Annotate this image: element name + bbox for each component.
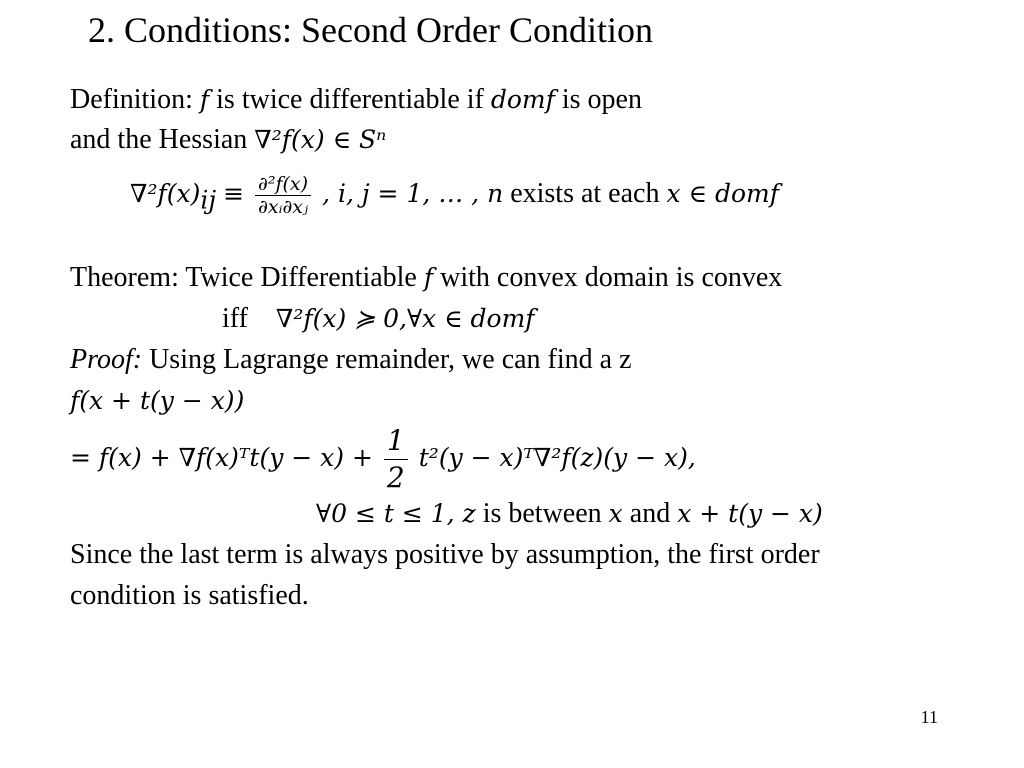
- half-numerator: 1: [384, 423, 408, 460]
- hessian-formula: [130, 164, 779, 231]
- theorem-iff: iff: [222, 303, 248, 334]
- definition-text-1: is twice differentiable if: [216, 84, 484, 115]
- proof-line-2: [70, 383, 244, 419]
- definition-f: f: [199, 85, 210, 114]
- formula-equiv: ≡: [223, 179, 245, 208]
- and-text: and: [629, 498, 671, 529]
- theorem-text-1: Twice Differentiable: [185, 262, 417, 293]
- proof-line-4: [316, 496, 823, 532]
- definition-line-1: [70, 82, 642, 118]
- between-text: is between: [482, 498, 602, 529]
- taylor-expansion-b: t²(y − x)ᵀ∇²f(z)(y − x),: [418, 443, 696, 472]
- theorem-f: f: [423, 263, 434, 292]
- theorem-condition: ∇²f(x) ≽ 0,∀x ∈ domf: [275, 304, 535, 333]
- definition-domf: domf: [490, 85, 555, 114]
- fraction-denominator: ∂xᵢ∂xⱼ: [258, 196, 309, 219]
- between-expression: x + t(y − x): [677, 499, 823, 528]
- theorem-label: Theorem:: [70, 262, 179, 293]
- formula-tail: x ∈ domf: [666, 179, 779, 208]
- theorem-text-2: with convex domain is convex: [440, 262, 783, 293]
- hessian-expression: ∇²f(x) ∈ Sⁿ: [254, 125, 387, 154]
- half-fraction: [384, 423, 408, 496]
- proof-label: Proof:: [70, 344, 143, 375]
- definition-text-2: is open: [561, 84, 642, 115]
- formula-range: , i, j = 1, … , n: [322, 179, 504, 208]
- proof-expression-1: f(x + t(y − x)): [70, 386, 245, 415]
- range-condition: ∀0 ≤ t ≤ 1, z: [316, 499, 476, 528]
- half-denominator: 2: [386, 461, 405, 495]
- proof-line-3: [70, 420, 696, 496]
- definition-text-3: and the Hessian: [70, 124, 248, 155]
- proof-line-1: [70, 342, 632, 378]
- partial-fraction: [255, 173, 311, 218]
- taylor-expansion-a: = f(x) + ∇f(x)ᵀt(y − x) +: [70, 443, 373, 472]
- between-x: x: [608, 499, 623, 528]
- fraction-numerator: ∂²f(x): [255, 173, 311, 196]
- formula-text: exists at each: [510, 178, 660, 209]
- proof-conclusion-1: Since the last term is always positive by assumption, the first order: [70, 539, 820, 570]
- slide-title: 2. Conditions: Second Order Condition: [88, 10, 653, 50]
- page-number: 11: [920, 707, 938, 727]
- definition-line-2: [70, 122, 386, 158]
- theorem-line-2: [222, 301, 535, 337]
- theorem-line-1: [70, 260, 782, 296]
- proof-conclusion-2: condition is satisfied.: [70, 580, 309, 611]
- formula-subscript: ij: [200, 185, 217, 215]
- definition-label: Definition:: [70, 84, 193, 115]
- formula-lhs: ∇²f(x): [130, 179, 201, 208]
- proof-text-1: Using Lagrange remainder, we can find a z: [149, 344, 632, 375]
